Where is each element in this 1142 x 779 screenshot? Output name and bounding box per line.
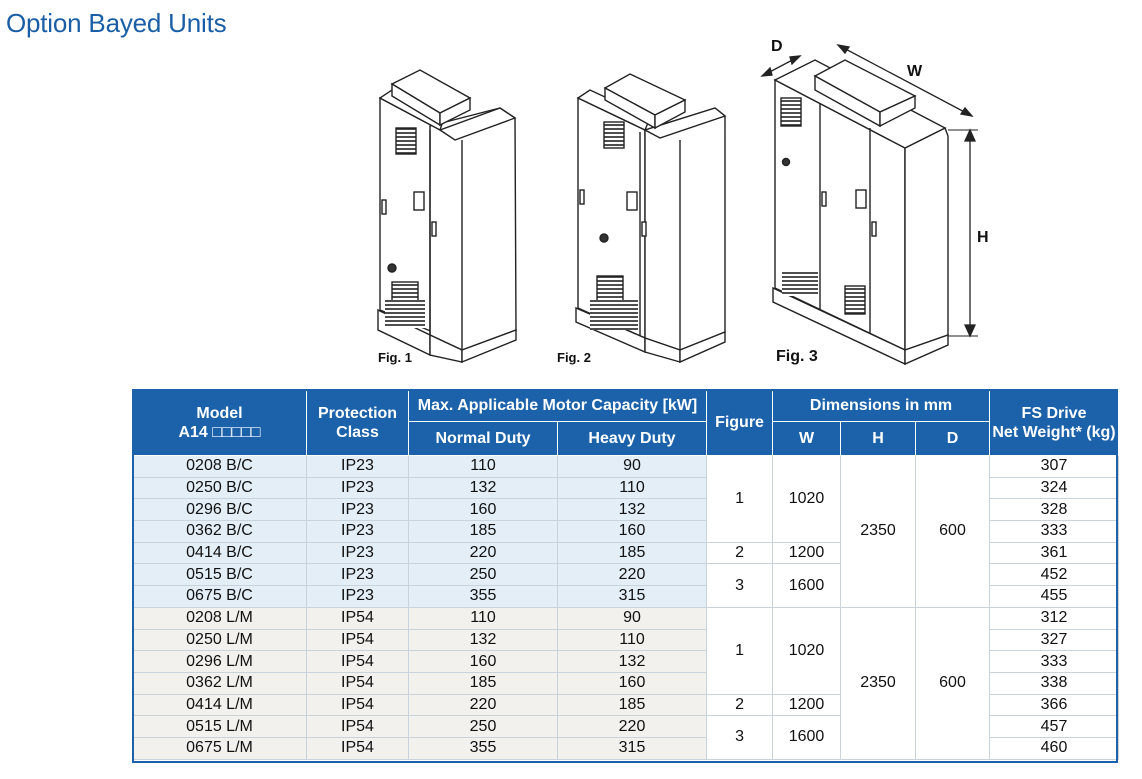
cell-normal-duty: 160 (409, 651, 558, 673)
header-model-line1: Model (196, 404, 243, 422)
cell-heavy-duty: 315 (558, 737, 707, 759)
header-dimensions: Dimensions in mm (773, 390, 990, 422)
cell-dim-w: 1600 (773, 564, 841, 607)
cell-figure: 3 (707, 564, 773, 607)
header-heavy-duty: Heavy Duty (558, 422, 707, 456)
cell-model: 0362 L/M (133, 672, 307, 694)
page-title: Option Bayed Units (6, 8, 227, 38)
cell-figure: 1 (707, 607, 773, 694)
cell-weight: 307 (990, 456, 1119, 478)
header-dim-d: D (916, 422, 990, 456)
dimension-label-d: D (771, 38, 783, 55)
cell-protection: IP54 (307, 651, 409, 673)
cell-model: 0675 L/M (133, 737, 307, 759)
header-protection (307, 390, 409, 456)
cell-protection: IP54 (307, 694, 409, 716)
cell-model: 0208 L/M (133, 607, 307, 629)
cell-heavy-duty: 132 (558, 651, 707, 673)
spec-table (132, 389, 1119, 760)
cell-protection: IP23 (307, 564, 409, 586)
cell-heavy-duty: 185 (558, 542, 707, 564)
cell-weight: 452 (990, 564, 1119, 586)
table-row (133, 607, 1119, 629)
cell-heavy-duty: 90 (558, 456, 707, 478)
cell-heavy-duty: 110 (558, 629, 707, 651)
cell-protection: IP23 (307, 521, 409, 543)
header-weight-line2: Net Weight* (kg) (992, 423, 1116, 441)
cell-weight: 333 (990, 651, 1119, 673)
cell-normal-duty: 220 (409, 694, 558, 716)
cell-model: 0250 B/C (133, 477, 307, 499)
figure-1-cabinet (378, 70, 516, 362)
cell-protection: IP54 (307, 737, 409, 759)
cell-heavy-duty: 110 (558, 477, 707, 499)
cell-normal-duty: 132 (409, 629, 558, 651)
cell-dim-w: 1020 (773, 607, 841, 694)
cell-dim-d: 600 (916, 456, 990, 608)
figure-3-label: Fig. 3 (776, 348, 818, 365)
cell-weight: 457 (990, 716, 1119, 738)
cell-model: 0414 B/C (133, 542, 307, 564)
table-row (133, 456, 1119, 478)
header-figure: Figure (707, 390, 773, 456)
cell-model: 0675 B/C (133, 586, 307, 608)
cell-normal-duty: 132 (409, 477, 558, 499)
cell-protection: IP54 (307, 672, 409, 694)
cell-model: 0250 L/M (133, 629, 307, 651)
cell-dim-h: 2350 (841, 456, 916, 608)
cell-heavy-duty: 132 (558, 499, 707, 521)
cell-dim-w: 1200 (773, 694, 841, 716)
header-motor-capacity: Max. Applicable Motor Capacity [kW] (409, 390, 707, 422)
cell-normal-duty: 160 (409, 499, 558, 521)
cell-weight: 366 (990, 694, 1119, 716)
figure-1-label: Fig. 1 (378, 350, 412, 365)
figure-3-cabinet (773, 60, 948, 364)
header-protection-line2: Class (336, 423, 379, 441)
cell-normal-duty: 110 (409, 607, 558, 629)
header-dim-w: W (773, 422, 841, 456)
cell-heavy-duty: 315 (558, 586, 707, 608)
cell-normal-duty: 185 (409, 521, 558, 543)
cell-protection: IP23 (307, 586, 409, 608)
cell-normal-duty: 185 (409, 672, 558, 694)
cell-normal-duty: 220 (409, 542, 558, 564)
cell-model: 0296 B/C (133, 499, 307, 521)
cell-weight: 333 (990, 521, 1119, 543)
cell-figure: 3 (707, 716, 773, 759)
header-weight-line1: FS Drive (1021, 404, 1087, 422)
cell-weight: 338 (990, 672, 1119, 694)
cell-normal-duty: 250 (409, 564, 558, 586)
cell-normal-duty: 355 (409, 586, 558, 608)
cell-dim-w: 1200 (773, 542, 841, 564)
cell-protection: IP54 (307, 607, 409, 629)
cell-weight: 460 (990, 737, 1119, 759)
cell-figure: 2 (707, 694, 773, 716)
cell-heavy-duty: 185 (558, 694, 707, 716)
cell-normal-duty: 250 (409, 716, 558, 738)
cell-model: 0515 L/M (133, 716, 307, 738)
cell-weight: 312 (990, 607, 1119, 629)
header-normal-duty: Normal Duty (409, 422, 558, 456)
figure-2-cabinet (576, 74, 725, 362)
cell-protection: IP23 (307, 456, 409, 478)
header-dim-h: H (841, 422, 916, 456)
cell-protection: IP54 (307, 629, 409, 651)
cell-figure: 1 (707, 456, 773, 543)
cell-normal-duty: 355 (409, 737, 558, 759)
cell-protection: IP23 (307, 499, 409, 521)
cell-heavy-duty: 220 (558, 564, 707, 586)
header-model-line2: A14 □□□□□ (178, 423, 261, 441)
cell-dim-d: 600 (916, 607, 990, 759)
cell-heavy-duty: 220 (558, 716, 707, 738)
cell-model: 0414 L/M (133, 694, 307, 716)
cell-model: 0515 B/C (133, 564, 307, 586)
cell-protection: IP23 (307, 477, 409, 499)
cell-heavy-duty: 90 (558, 607, 707, 629)
cell-model: 0208 B/C (133, 456, 307, 478)
cell-weight: 324 (990, 477, 1119, 499)
cell-weight: 328 (990, 499, 1119, 521)
cell-dim-w: 1020 (773, 456, 841, 543)
cell-heavy-duty: 160 (558, 672, 707, 694)
cell-weight: 361 (990, 542, 1119, 564)
figure-2-label: Fig. 2 (557, 350, 591, 365)
cabinet-illustrations (0, 0, 1142, 380)
cell-protection: IP54 (307, 716, 409, 738)
cell-model: 0296 L/M (133, 651, 307, 673)
header-protection-line1: Protection (317, 404, 398, 422)
dimension-label-h: H (977, 229, 989, 246)
cell-model: 0362 B/C (133, 521, 307, 543)
header-weight (990, 390, 1119, 456)
cell-weight: 327 (990, 629, 1119, 651)
cell-dim-w: 1600 (773, 716, 841, 759)
cell-weight: 455 (990, 586, 1119, 608)
cell-protection: IP23 (307, 542, 409, 564)
cell-dim-h: 2350 (841, 607, 916, 759)
cell-figure: 2 (707, 542, 773, 564)
header-model (133, 390, 307, 456)
cell-heavy-duty: 160 (558, 521, 707, 543)
dimension-label-w: W (907, 63, 923, 80)
cell-normal-duty: 110 (409, 456, 558, 478)
